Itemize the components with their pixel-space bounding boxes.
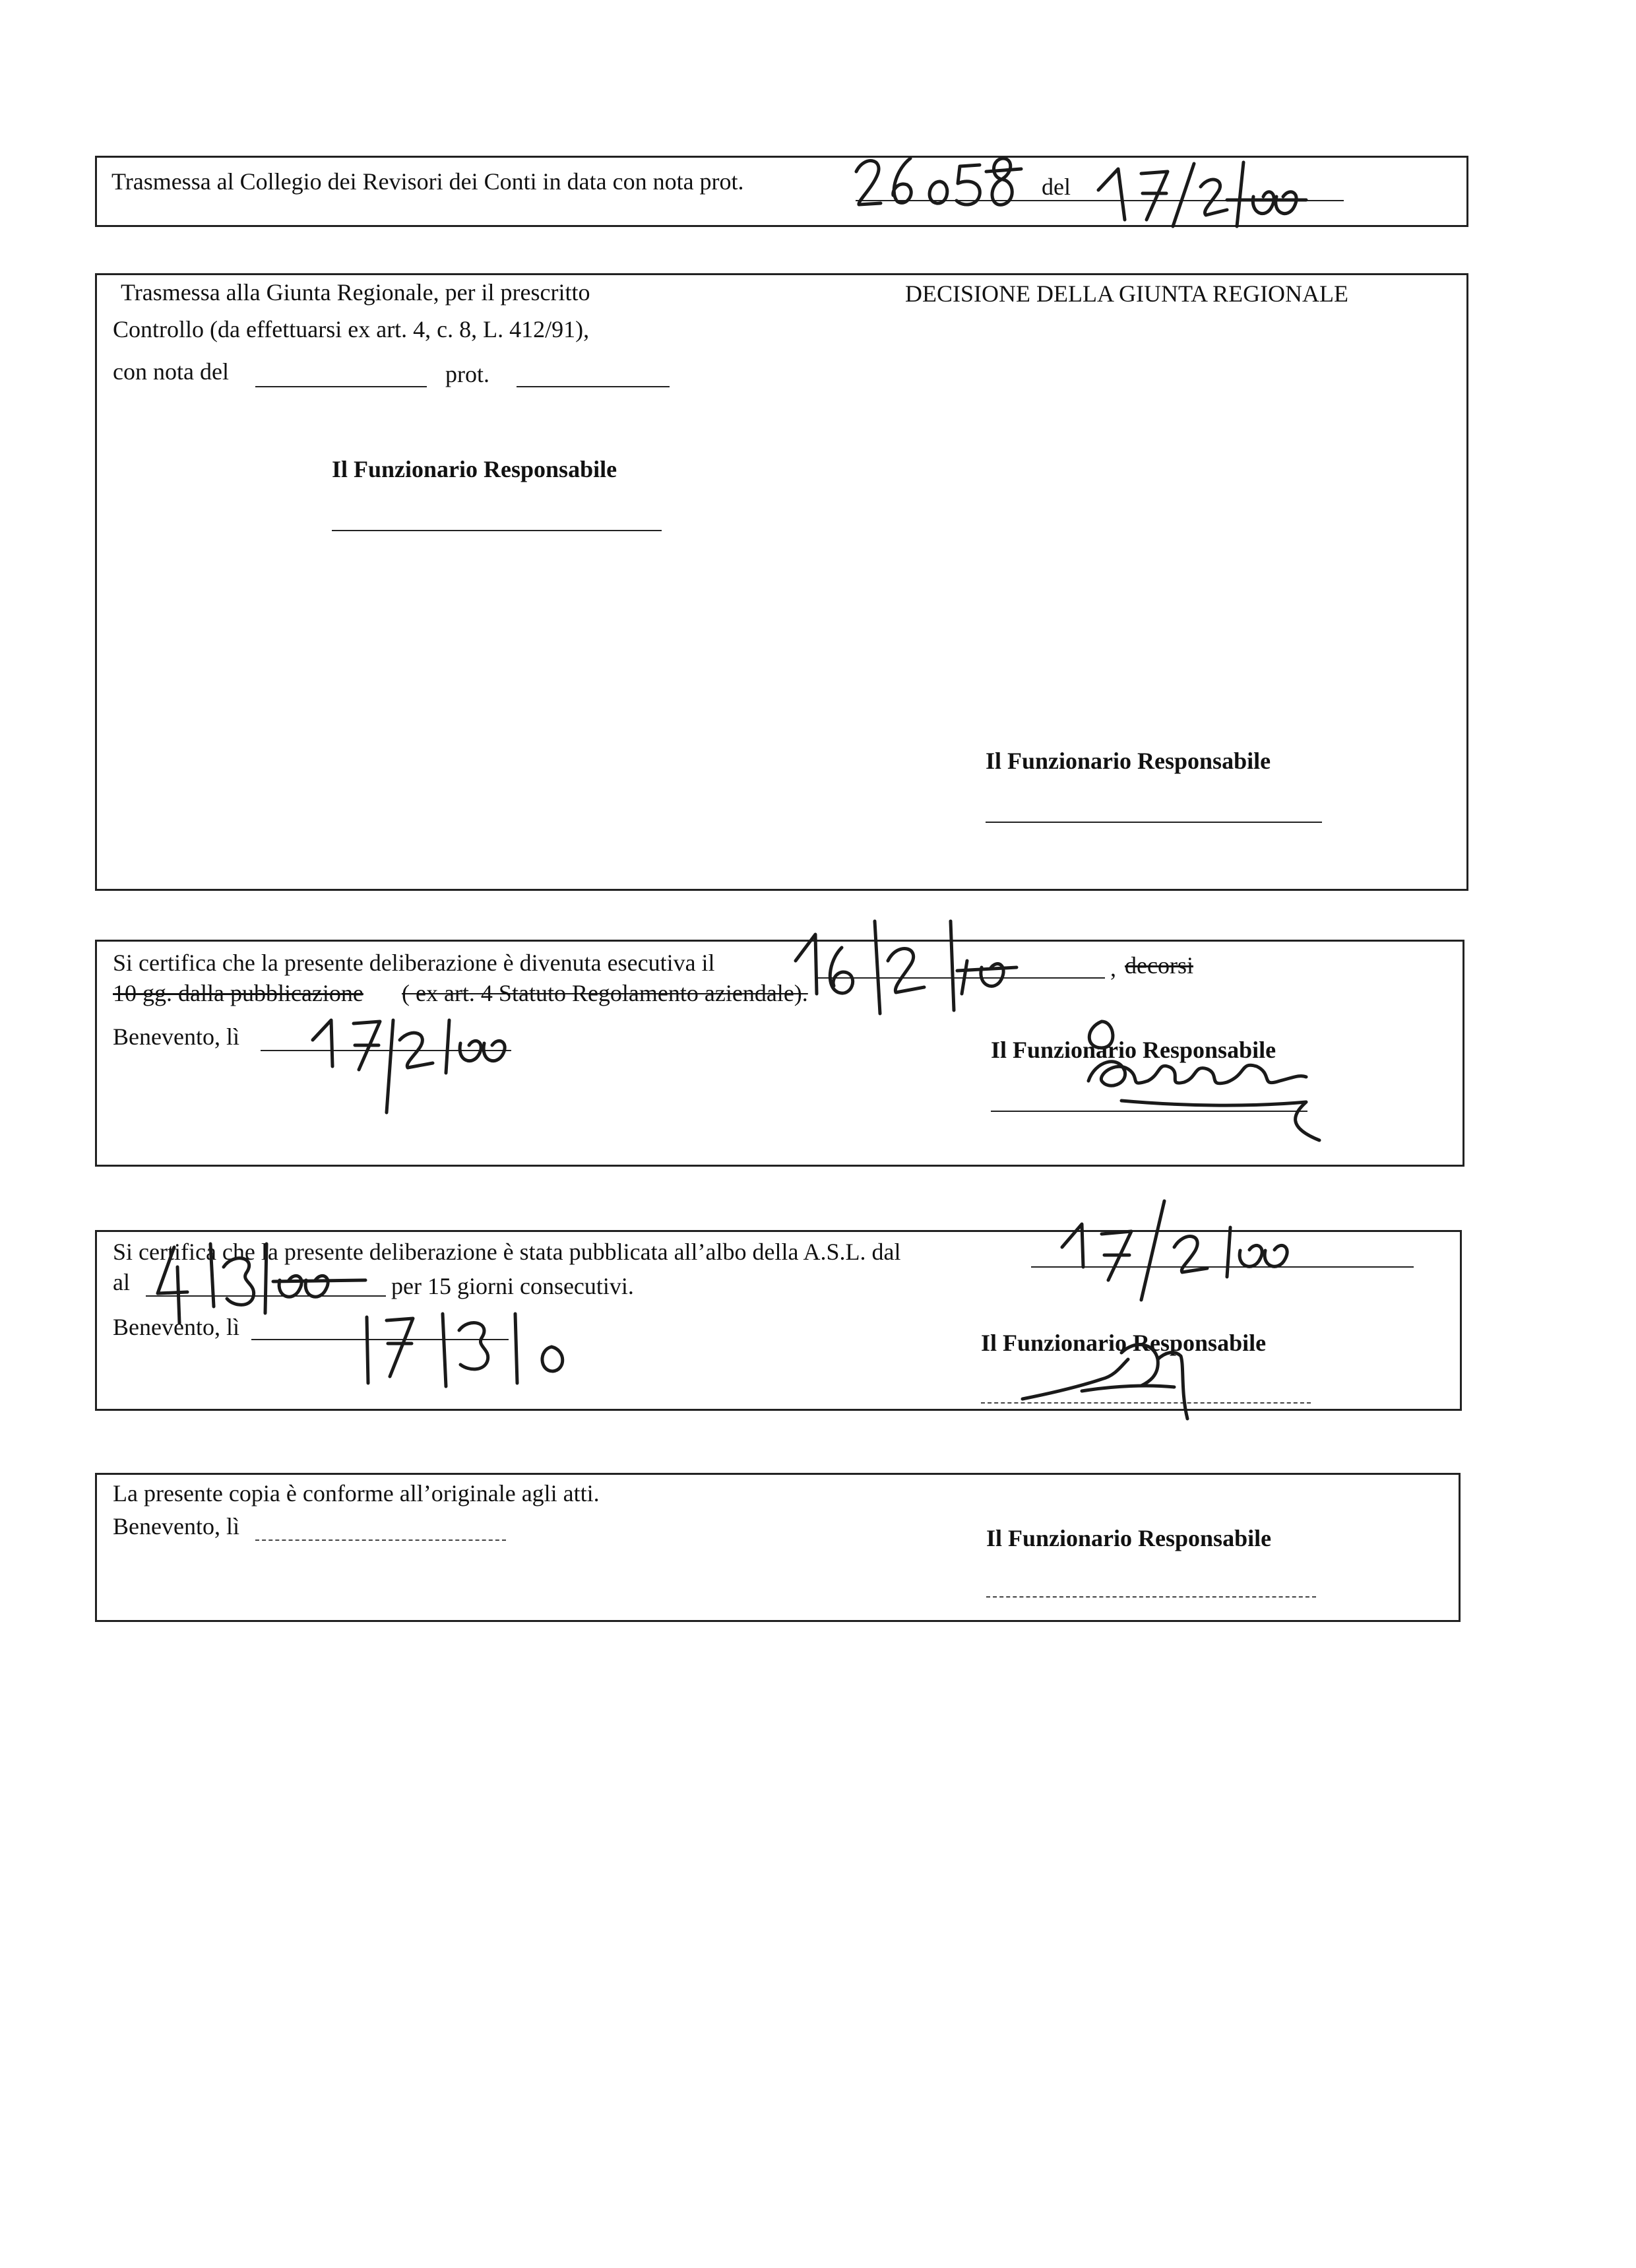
benevento-date-line-3: [255, 1539, 506, 1541]
decision-title: DECISIONE DELLA GIUNTA REGIONALE: [905, 280, 1349, 307]
copia-official-title: Il Funzionario Responsabile: [986, 1525, 1272, 1551]
prot-field-line: [517, 386, 670, 387]
nota-del-line: [255, 386, 427, 387]
handwritten-to-date: [148, 1241, 372, 1326]
giunta-line1: Trasmessa alla Giunta Regionale, per il prescritto: [121, 279, 590, 306]
right-signature-line: [986, 822, 1322, 823]
left-signature-line: [332, 530, 662, 531]
prot-label: prot.: [445, 361, 489, 387]
esecutiva-official-title: Il Funzionario Responsabile: [991, 1037, 1276, 1063]
left-official-title: Il Funzionario Responsabile: [332, 456, 617, 482]
pubblicazione-struck: 10 gg. dalla pubblicazione: [113, 980, 363, 1006]
handwritten-del-date: [1095, 157, 1313, 230]
del-label: del: [1042, 174, 1071, 200]
signature-esecutiva: [1029, 1008, 1333, 1147]
handwritten-benevento-date-2: [360, 1311, 598, 1390]
benevento-label: Benevento, lì: [113, 1023, 239, 1050]
consecutive-days: per 15 giorni consecutivi.: [391, 1273, 634, 1299]
al-label: al: [113, 1269, 130, 1295]
comma: ,: [1110, 955, 1116, 981]
handwritten-prot-number: [851, 145, 1022, 218]
handwritten-esecutiva-date: [789, 915, 1026, 1014]
right-official-title: Il Funzionario Responsabile: [986, 748, 1271, 774]
giunta-line2: Controllo (da effettuarsi ex art. 4, c. 8, L. 412/91),: [113, 316, 590, 342]
giunta-regionale-box: [95, 273, 1468, 891]
copia-signature-line: [986, 1596, 1316, 1598]
decorsi-struck: decorsi: [1125, 952, 1193, 979]
nota-del-label: con nota del: [113, 358, 229, 385]
handwritten-benevento-date-1: [307, 1014, 525, 1113]
benevento-label-2: Benevento, lì: [113, 1314, 239, 1340]
pubblicazione-official-title: Il Funzionario Responsabile: [981, 1330, 1267, 1356]
revisori-text: Trasmessa al Collegio dei Revisori dei Conti in data con nota prot.: [111, 168, 744, 195]
handwritten-from-date: [1055, 1194, 1293, 1300]
copia-conforme-box: [95, 1473, 1461, 1622]
benevento-label-3: Benevento, lì: [113, 1513, 239, 1539]
esecutiva-line1: Si certifica che la presente deliberazione è divenuta esecutiva il: [113, 950, 715, 976]
statuto-ref: ( ex art. 4 Statuto Regolamento aziendale).: [402, 980, 808, 1006]
copia-conforme-text: La presente copia è conforme all’originale agli atti.: [113, 1480, 600, 1507]
signature-pubblicazione: [1016, 1313, 1267, 1445]
pubblicazione-line1: Si certifica che la presente deliberazione è stata pubblicata all’albo della A.S.L. dal: [113, 1239, 901, 1265]
